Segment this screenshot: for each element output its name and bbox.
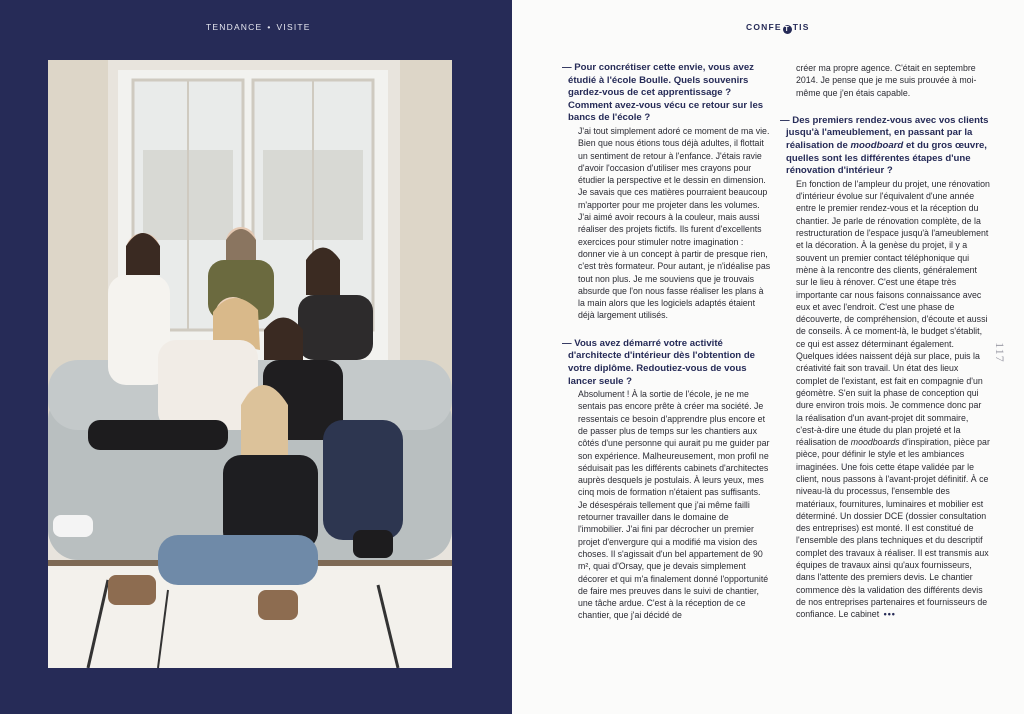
page-number: 117 bbox=[993, 342, 1008, 363]
running-head bbox=[206, 22, 311, 32]
answer-3-part-b: d'inspiration, pièce par pièce, pour définir le style et les ambiances imaginées. Une fois cette étape validée par le client, nous passons à l'avant-projet définitif. À ce niveau-là du processus, l'ensemble des matériaux, fournitures, luminaires et mobilier est déterminé. Un dossier DCE (dossier consultation des entreprises) est monté. Il est constitué de l'ensemble des plans techniques et du descriptif complet des travaux à réaliser. Il est transmis aux équipes de travaux ainsi qu'aux fournisseurs, dans l'attente des premiers devis. Le chantier commence dès la validation des différents devis de nos entreprises partenaires et fournisseurs de confiance. Le cabinet bbox=[796, 437, 990, 620]
answer-3 bbox=[796, 178, 990, 621]
question-3 bbox=[780, 115, 990, 178]
logo-text-end: TIS bbox=[792, 22, 810, 32]
group-photo-illustration bbox=[48, 60, 452, 668]
subsection-label: VISITE bbox=[276, 22, 311, 32]
question-1: — Pour concrétiser cette envie, vous avez étudié à l'école Boulle. Quels souvenirs gardez-vous de cet apprentissage ? Comment avez-vous vécu ce retour sur les bancs de l'école ? bbox=[562, 62, 764, 124]
separator-dot: • bbox=[267, 22, 272, 32]
continuation-mark: ••• bbox=[883, 609, 896, 620]
question-3-italic: moodboard bbox=[850, 140, 904, 152]
logo-text-start: CONFE bbox=[746, 22, 782, 32]
question-3-part-a: — Des premiers rendez-vous avec vos clients jusqu'à l'ameublement, en passant par la réalisation de bbox=[780, 114, 989, 152]
answer-3-part-a: En fonction de l'ampleur du projet, une rénovation d'intérieur évolue sur l'équivalent d'une année entre le premier rendez-vous et la réception du chantier. Je parle de rénovation complète, de la restructuration de l'espace jusqu'à l'ameublement et la décoration. À la genèse du projet, il y a souvent un premier contact téléphonique qui mène à la rencontre des clients, généralement sur le lieu à rénover. C'est une étape très importante car nous faisons connaissance avec eux et avec l'endroit. C'est une phase de découverte, de compréhension, d'écoute et aussi de conseils. À ce moment-là, le budget s'établit, ce qui est assez déterminant également. Quelques idées naissent déjà sur place, puis la créativité fait son travail. Un état des lieux complet de l'existant, est fait en compagnie d'un géomètre. S'en suit la phase de conception qui dure environ trois mois. Je commence donc par la réalisation d'un avant-projet dit sommaire, c'est-à-dire une étude du plan projeté et la réalisation de bbox=[796, 178, 990, 448]
answer-2: Absolument ! À la sortie de l'école, je ne me sentais pas encore prête à créer ma société. Je ressentais ce besoin d'apprendre plus encore et de passer plus de temps sur les chantiers aux côtés d'une personne qui aurait pu me guider par son expérience. Malheureusement, mon profil ne séduisait pas les différents cabinets d'architectes auprès desquels je postulais. À leurs yeux, mes cinq mois de formation n'étaient pas suffisants. Je désespérais tellement que j'ai même failli retourner travailler dans le domaine de l'immobilier. J'ai fini par décrocher un premier projet d'envergure qui a modifié ma vision des choses. Il s'agissait d'un bel appartement de 90 m², quai d'Orsay, que je devais simplement décorer et qui m'a finalement donné l'opportunité de faire mes preuves dans le suivi de chantier, une tâche ardue. C'est à la réception de ce chantier, que j'ai décidé de bbox=[578, 389, 770, 621]
answer-3-italic: moodboards bbox=[850, 437, 900, 448]
logo-mark-icon: T bbox=[784, 26, 790, 33]
answer-2-continued: créer ma propre agence. C'était en septembre 2014. Je pense que je me suis prouvée à moi-même que j'en étais capable. bbox=[796, 63, 977, 98]
question-2: — Vous avez démarré votre activité d'architecte d'intérieur dès l'obtention de votre diplôme. Redoutiez-vous de vous lancer seule ? bbox=[562, 337, 756, 387]
text-column-2 bbox=[780, 62, 990, 621]
question-3-part-b: et du gros œuvre, quelles sont les différentes étapes d'une rénovation d'intérieur ? bbox=[786, 140, 987, 177]
text-column-1 bbox=[562, 62, 772, 622]
right-page bbox=[512, 0, 1024, 714]
section-label: TENDANCE bbox=[206, 22, 263, 32]
magazine-logo bbox=[746, 22, 810, 34]
group-photo bbox=[48, 60, 452, 668]
answer-1: J'ai tout simplement adoré ce moment de ma vie. Bien que nous étions tous déjà adultes, il flottait un sentiment de retour à l'enfance. J'étais ravie d'avoir l'occasion d'utiliser mes crayons pour étudier la perspective et le dessin en dimension. Je savais que ces matières pourraient beaucoup m'apporter pour me projeter dans les volumes. J'ai aimé avoir recours à la couleur, mais aussi réaliser des projets fictifs. Ils furent d'excellents exercices pour stimuler notre imagination : donner vie à un concept à partir de presque rien, c'est très formateur. Pour autant, je n'idéalise pas tout non plus. Je me souviens que je trouvais absurde que l'on nous fasse réaliser les plans à la main alors que les logiciels adaptés étaient déjà largement utilisés. bbox=[578, 125, 771, 321]
